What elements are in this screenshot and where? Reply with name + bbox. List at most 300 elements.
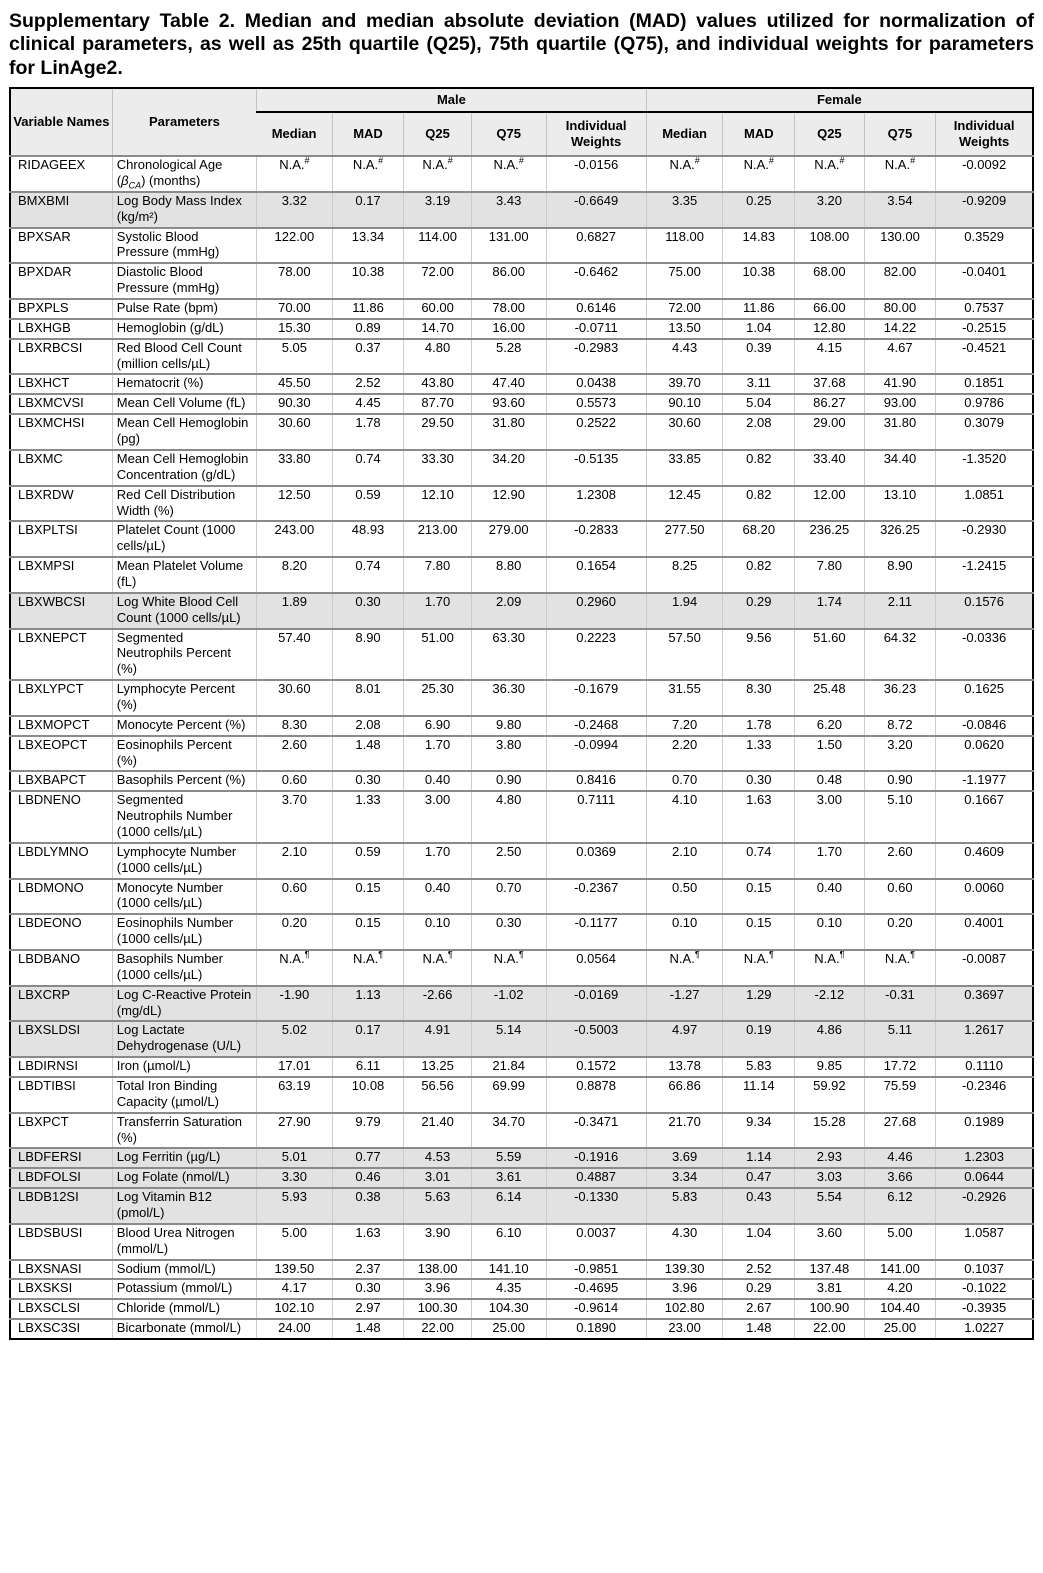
table-row [10,1299,1033,1319]
table-row [10,1148,1033,1168]
female-value-cell: 11.86 [723,299,795,319]
variable-name-cell: LBXCRP [10,986,112,1022]
table-row [10,1077,1033,1113]
table-row [10,450,1033,486]
female-value-cell: 1.14 [723,1148,795,1168]
male-value-cell: -0.4695 [546,1279,646,1299]
female-value-cell: N.A.¶ [795,950,865,986]
parameter-cell: Monocyte Number (1000 cells/µL) [112,879,256,915]
male-value-cell: 0.17 [332,1021,404,1057]
female-value-cell: 5.11 [864,1021,936,1057]
parameter-cell: Basophils Number (1000 cells/µL) [112,950,256,986]
male-value-cell: -0.1916 [546,1148,646,1168]
male-value-cell: 87.70 [404,394,472,414]
table-row [10,593,1033,629]
male-value-cell: 63.30 [471,629,546,681]
male-value-cell: 47.40 [471,374,546,394]
female-value-cell: 2.20 [646,736,723,772]
male-value-cell: 1.13 [332,986,404,1022]
male-value-cell: 1.48 [332,736,404,772]
female-value-cell: 12.80 [795,319,865,339]
parameter-cell: Lymphocyte Number (1000 cells/µL) [112,843,256,879]
male-value-cell: -0.0994 [546,736,646,772]
variable-name-cell: LBXEOPCT [10,736,112,772]
male-value-cell: 0.74 [332,557,404,593]
table-row [10,228,1033,264]
female-value-cell: 13.50 [646,319,723,339]
col-header-male-individual-weights: Individual Weights [546,112,646,156]
female-value-cell: 13.10 [864,486,936,522]
female-value-cell: 8.90 [864,557,936,593]
female-value-cell: -0.2515 [936,319,1033,339]
female-value-cell: 139.30 [646,1260,723,1280]
male-value-cell: -0.5135 [546,450,646,486]
male-value-cell: 0.0037 [546,1224,646,1260]
female-value-cell: -0.0087 [936,950,1033,986]
male-value-cell: 138.00 [404,1260,472,1280]
table-row [10,629,1033,681]
variable-name-cell: LBXPCT [10,1113,112,1149]
male-value-cell: 4.80 [404,339,472,375]
parameter-cell: Chronological Age $(\beta_{CA})$ (months) [112,156,256,192]
parameter-cell: Hematocrit (%) [112,374,256,394]
female-value-cell: 57.50 [646,629,723,681]
male-value-cell: 2.09 [471,593,546,629]
male-value-cell: 5.01 [257,1148,333,1168]
female-value-cell: -0.9209 [936,192,1033,228]
male-value-cell: N.A.# [332,156,404,192]
parameter-cell: Pulse Rate (bpm) [112,299,256,319]
male-value-cell: 2.97 [332,1299,404,1319]
male-value-cell: 0.17 [332,192,404,228]
male-value-cell: 3.61 [471,1168,546,1188]
male-value-cell: -0.2983 [546,339,646,375]
col-header-female-q25: Q25 [795,112,865,156]
table-row [10,1113,1033,1149]
female-value-cell: 4.86 [795,1021,865,1057]
male-value-cell: 31.80 [471,414,546,450]
table-row [10,299,1033,319]
male-value-cell: 5.59 [471,1148,546,1168]
variable-name-cell: LBXMPSI [10,557,112,593]
variable-name-cell: LBXRBCSI [10,339,112,375]
female-value-cell: 34.40 [864,450,936,486]
male-value-cell: 8.01 [332,680,404,716]
male-value-cell: 8.20 [257,557,333,593]
female-value-cell: 4.20 [864,1279,936,1299]
female-value-cell: 1.50 [795,736,865,772]
parameter-cell: Log White Blood Cell Count (1000 cells/µL) [112,593,256,629]
male-value-cell: 100.30 [404,1299,472,1319]
male-value-cell: 0.74 [332,450,404,486]
female-value-cell: 0.50 [646,879,723,915]
male-value-cell: 4.53 [404,1148,472,1168]
female-value-cell: 5.83 [723,1057,795,1077]
parameter-cell: Iron (µmol/L) [112,1057,256,1077]
male-value-cell: 139.50 [257,1260,333,1280]
female-value-cell: -1.27 [646,986,723,1022]
female-value-cell: 118.00 [646,228,723,264]
male-value-cell: 4.80 [471,791,546,843]
female-value-cell: 4.97 [646,1021,723,1057]
female-value-cell: 1.0851 [936,486,1033,522]
male-value-cell: 78.00 [471,299,546,319]
male-value-cell: 141.10 [471,1260,546,1280]
female-value-cell: 9.56 [723,629,795,681]
female-value-cell: 3.96 [646,1279,723,1299]
female-value-cell: -0.0336 [936,629,1033,681]
female-value-cell: 4.46 [864,1148,936,1168]
female-value-cell: 12.45 [646,486,723,522]
female-value-cell: 68.00 [795,263,865,299]
female-value-cell: 5.10 [864,791,936,843]
male-value-cell: 213.00 [404,521,472,557]
male-value-cell: 12.50 [257,486,333,522]
male-value-cell: -0.1330 [546,1188,646,1224]
female-value-cell: 1.0587 [936,1224,1033,1260]
female-value-cell: 0.1851 [936,374,1033,394]
table-row [10,771,1033,791]
female-value-cell: N.A.¶ [864,950,936,986]
variable-name-cell: LBXRDW [10,486,112,522]
female-value-cell: 7.20 [646,716,723,736]
male-value-cell: 0.77 [332,1148,404,1168]
female-value-cell: 6.20 [795,716,865,736]
male-value-cell: 12.90 [471,486,546,522]
variable-name-cell: LBXNEPCT [10,629,112,681]
female-value-cell: 0.4609 [936,843,1033,879]
variable-name-cell: LBXBAPCT [10,771,112,791]
male-value-cell: 5.05 [257,339,333,375]
male-value-cell: 0.46 [332,1168,404,1188]
male-value-cell: 6.10 [471,1224,546,1260]
male-value-cell: 0.0564 [546,950,646,986]
female-value-cell: 41.90 [864,374,936,394]
male-value-cell: 70.00 [257,299,333,319]
female-value-cell: 3.81 [795,1279,865,1299]
male-value-cell: 0.8878 [546,1077,646,1113]
male-value-cell: 2.08 [332,716,404,736]
variable-name-cell: LBDLYMNO [10,843,112,879]
male-value-cell: 27.90 [257,1113,333,1149]
male-value-cell: 25.30 [404,680,472,716]
table-row [10,339,1033,375]
male-value-cell: 1.63 [332,1224,404,1260]
variable-name-cell: LBDB12SI [10,1188,112,1224]
male-value-cell: 243.00 [257,521,333,557]
female-value-cell: 5.54 [795,1188,865,1224]
male-value-cell: N.A.# [257,156,333,192]
female-value-cell: 2.67 [723,1299,795,1319]
male-value-cell: 0.40 [404,879,472,915]
female-value-cell: 4.67 [864,339,936,375]
male-value-cell: 4.45 [332,394,404,414]
female-value-cell: -0.0092 [936,156,1033,192]
female-value-cell: 17.72 [864,1057,936,1077]
male-value-cell: 5.00 [257,1224,333,1260]
female-value-cell: 59.92 [795,1077,865,1113]
female-value-cell: 0.1576 [936,593,1033,629]
female-value-cell: N.A.¶ [646,950,723,986]
male-value-cell: 8.80 [471,557,546,593]
female-value-cell: 3.03 [795,1168,865,1188]
male-value-cell: -0.2468 [546,716,646,736]
female-value-cell: -1.1977 [936,771,1033,791]
col-header-male-q75: Q75 [471,112,546,156]
female-value-cell: 68.20 [723,521,795,557]
female-value-cell: 0.9786 [936,394,1033,414]
female-value-cell: 0.3079 [936,414,1033,450]
male-value-cell: 3.43 [471,192,546,228]
female-value-cell: 1.2303 [936,1148,1033,1168]
female-value-cell: -0.1022 [936,1279,1033,1299]
female-value-cell: 30.60 [646,414,723,450]
female-value-cell: 0.43 [723,1188,795,1224]
female-value-cell: 3.20 [795,192,865,228]
male-value-cell: 0.2960 [546,593,646,629]
male-value-cell: 3.90 [404,1224,472,1260]
table-row [10,319,1033,339]
male-value-cell: 60.00 [404,299,472,319]
female-value-cell: 0.1037 [936,1260,1033,1280]
female-value-cell: 21.70 [646,1113,723,1149]
male-value-cell: 34.20 [471,450,546,486]
parameter-cell: Mean Platelet Volume (fL) [112,557,256,593]
male-value-cell: 72.00 [404,263,472,299]
female-value-cell: 3.66 [864,1168,936,1188]
female-value-cell: 0.0620 [936,736,1033,772]
table-row [10,1188,1033,1224]
parameter-cell: Log C-Reactive Protein (mg/dL) [112,986,256,1022]
male-value-cell: 93.60 [471,394,546,414]
female-value-cell: -1.3520 [936,450,1033,486]
male-value-cell: 104.30 [471,1299,546,1319]
male-value-cell: 0.15 [332,879,404,915]
male-value-cell: 69.99 [471,1077,546,1113]
male-value-cell: 24.00 [257,1319,333,1339]
female-value-cell: 4.10 [646,791,723,843]
female-value-cell: 0.39 [723,339,795,375]
female-value-cell: 31.80 [864,414,936,450]
parameter-cell: Systolic Blood Pressure (mmHg) [112,228,256,264]
female-value-cell: 0.90 [864,771,936,791]
table-header [10,88,1033,156]
male-value-cell: 6.14 [471,1188,546,1224]
female-value-cell: 0.47 [723,1168,795,1188]
female-value-cell: 102.80 [646,1299,723,1319]
female-value-cell: 22.00 [795,1319,865,1339]
table-row [10,263,1033,299]
female-value-cell: 0.70 [646,771,723,791]
male-value-cell: -0.9614 [546,1299,646,1319]
female-value-cell: 108.00 [795,228,865,264]
female-value-cell: 3.60 [795,1224,865,1260]
male-value-cell: 90.30 [257,394,333,414]
male-value-cell: 7.80 [404,557,472,593]
female-value-cell: 1.63 [723,791,795,843]
col-header-male-q25: Q25 [404,112,472,156]
parameter-cell: Log Vitamin B12 (pmol/L) [112,1188,256,1224]
male-value-cell: 3.19 [404,192,472,228]
female-value-cell: 3.54 [864,192,936,228]
female-value-cell: -2.12 [795,986,865,1022]
parameter-cell: Segmented Neutrophils Percent (%) [112,629,256,681]
female-value-cell: 1.04 [723,1224,795,1260]
variable-name-cell: LBDFERSI [10,1148,112,1168]
female-value-cell: 27.68 [864,1113,936,1149]
male-value-cell: 9.79 [332,1113,404,1149]
female-value-cell: 33.85 [646,450,723,486]
female-value-cell: 51.60 [795,629,865,681]
variable-name-cell: LBDSBUSI [10,1224,112,1260]
male-value-cell: 5.28 [471,339,546,375]
male-value-cell: 2.10 [257,843,333,879]
female-value-cell: 33.40 [795,450,865,486]
female-value-cell: 2.10 [646,843,723,879]
female-value-cell: 14.83 [723,228,795,264]
male-value-cell: 2.60 [257,736,333,772]
female-value-cell: N.A.# [646,156,723,192]
female-value-cell: 130.00 [864,228,936,264]
variable-name-cell: LBXSKSI [10,1279,112,1299]
male-value-cell: 22.00 [404,1319,472,1339]
female-value-cell: 2.52 [723,1260,795,1280]
male-value-cell: 1.33 [332,791,404,843]
table-row [10,950,1033,986]
female-value-cell: 90.10 [646,394,723,414]
male-value-cell: -0.9851 [546,1260,646,1280]
female-value-cell: 66.00 [795,299,865,319]
male-value-cell: 57.40 [257,629,333,681]
variable-name-cell: LBXSCLSI [10,1299,112,1319]
variable-name-cell: BPXDAR [10,263,112,299]
female-value-cell: 4.15 [795,339,865,375]
female-value-cell: 0.40 [795,879,865,915]
female-value-cell: 1.0227 [936,1319,1033,1339]
female-value-cell: 0.82 [723,486,795,522]
female-value-cell: 23.00 [646,1319,723,1339]
parameter-cell: Monocyte Percent (%) [112,716,256,736]
variable-name-cell: LBXSLDSI [10,1021,112,1057]
col-header-female-individual-weights: Individual Weights [936,112,1033,156]
male-value-cell: 33.80 [257,450,333,486]
male-value-cell: 0.89 [332,319,404,339]
col-header-female-median: Median [646,112,723,156]
male-value-cell: 21.84 [471,1057,546,1077]
male-value-cell: 25.00 [471,1319,546,1339]
male-value-cell: -0.0156 [546,156,646,192]
female-value-cell: 29.00 [795,414,865,450]
female-value-cell: 2.60 [864,843,936,879]
parameter-cell: Log Ferritin (µg/L) [112,1148,256,1168]
female-value-cell: 0.19 [723,1021,795,1057]
col-header-female-mad: MAD [723,112,795,156]
variable-name-cell: LBDIRNSI [10,1057,112,1077]
col-header-male-mad: MAD [332,112,404,156]
variable-name-cell: LBDNENO [10,791,112,843]
male-value-cell: -0.0169 [546,986,646,1022]
table-row [10,716,1033,736]
male-value-cell: 48.93 [332,521,404,557]
variable-name-cell: LBDBANO [10,950,112,986]
male-value-cell: 0.2522 [546,414,646,450]
table-row [10,914,1033,950]
female-value-cell: 8.30 [723,680,795,716]
male-value-cell: -0.0711 [546,319,646,339]
female-value-cell: 1.2617 [936,1021,1033,1057]
table-row [10,374,1033,394]
female-value-cell: 75.59 [864,1077,936,1113]
male-value-cell: 102.10 [257,1299,333,1319]
variable-name-cell: LBXMC [10,450,112,486]
female-value-cell: 0.82 [723,557,795,593]
female-value-cell: 0.60 [864,879,936,915]
male-value-cell: 1.70 [404,736,472,772]
female-value-cell: 0.82 [723,450,795,486]
table-row [10,1224,1033,1260]
male-value-cell: 0.5573 [546,394,646,414]
parameter-cell: Log Folate (nmol/L) [112,1168,256,1188]
male-value-cell: 0.30 [471,914,546,950]
female-value-cell: 4.30 [646,1224,723,1260]
female-value-cell: 0.1667 [936,791,1033,843]
parameter-cell: Mean Cell Volume (fL) [112,394,256,414]
female-value-cell: 5.00 [864,1224,936,1260]
female-value-cell: 25.00 [864,1319,936,1339]
table-row [10,1279,1033,1299]
parameter-cell: Bicarbonate (mmol/L) [112,1319,256,1339]
female-value-cell: 10.38 [723,263,795,299]
female-value-cell: 93.00 [864,394,936,414]
female-value-cell: 75.00 [646,263,723,299]
male-value-cell: 0.10 [404,914,472,950]
female-value-cell: 39.70 [646,374,723,394]
variable-name-cell: BPXSAR [10,228,112,264]
female-value-cell: 0.20 [864,914,936,950]
female-value-cell: 13.78 [646,1057,723,1077]
variable-name-cell: LBDTIBSI [10,1077,112,1113]
male-value-cell: 3.32 [257,192,333,228]
male-value-cell: -0.2833 [546,521,646,557]
male-value-cell: 0.2223 [546,629,646,681]
male-value-cell: 3.80 [471,736,546,772]
female-value-cell: 5.04 [723,394,795,414]
parameter-cell: Log Lactate Dehydrogenase (U/L) [112,1021,256,1057]
variable-name-cell: LBXSNASI [10,1260,112,1280]
female-value-cell: 3.11 [723,374,795,394]
parameter-cell: Total Iron Binding Capacity (µmol/L) [112,1077,256,1113]
female-value-cell: N.A.# [864,156,936,192]
male-value-cell: 15.30 [257,319,333,339]
male-value-cell: 29.50 [404,414,472,450]
parameter-cell: Blood Urea Nitrogen (mmol/L) [112,1224,256,1260]
female-value-cell: 100.90 [795,1299,865,1319]
female-value-cell: -0.2930 [936,521,1033,557]
parameter-cell: Red Blood Cell Count (million cells/µL) [112,339,256,375]
male-value-cell: 33.30 [404,450,472,486]
male-value-cell: -1.90 [257,986,333,1022]
female-value-cell: -0.0401 [936,263,1033,299]
table-row [10,192,1033,228]
female-value-cell: 66.86 [646,1077,723,1113]
male-value-cell: 3.30 [257,1168,333,1188]
male-value-cell: -1.02 [471,986,546,1022]
male-value-cell: 5.63 [404,1188,472,1224]
table-row [10,557,1033,593]
parameter-cell: Mean Cell Hemoglobin Concentration (g/dL) [112,450,256,486]
female-value-cell: 0.4001 [936,914,1033,950]
male-value-cell: -0.6649 [546,192,646,228]
